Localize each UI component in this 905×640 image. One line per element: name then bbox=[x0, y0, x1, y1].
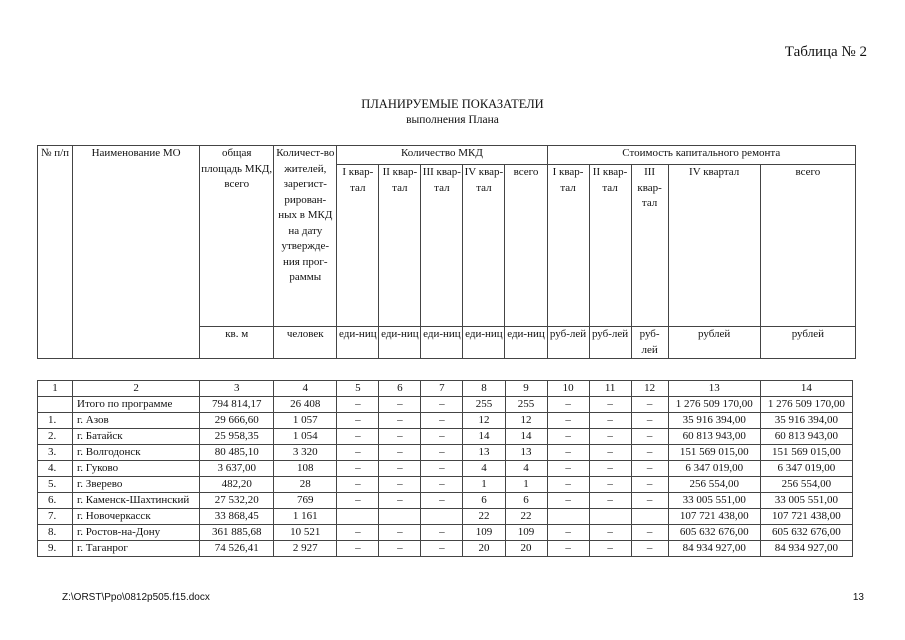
unit-total: еди-ниц bbox=[505, 327, 547, 359]
cell-cq2: – bbox=[589, 397, 631, 413]
cell-q3: – bbox=[421, 461, 463, 477]
cell-no: 3. bbox=[38, 445, 73, 461]
cell-q1: – bbox=[337, 413, 379, 429]
cell-cq2 bbox=[589, 509, 631, 525]
cell-q4: 1 bbox=[463, 477, 505, 493]
cell-ctotal: 6 347 019,00 bbox=[760, 461, 852, 477]
cell-people: 10 521 bbox=[274, 525, 337, 541]
cell-cq1: – bbox=[547, 461, 589, 477]
cell-cq2: – bbox=[589, 541, 631, 557]
unit-people: человек bbox=[274, 327, 337, 359]
cell-cq3: – bbox=[631, 413, 668, 429]
cell-cq3 bbox=[631, 509, 668, 525]
cell-q4: 22 bbox=[463, 509, 505, 525]
header-q4: IV квар-тал bbox=[463, 165, 505, 327]
cell-no: 4. bbox=[38, 461, 73, 477]
cell-area: 3 637,00 bbox=[200, 461, 274, 477]
cell-q1: – bbox=[337, 429, 379, 445]
unit-q1: еди-ниц bbox=[337, 327, 379, 359]
cell-cq4: 151 569 015,00 bbox=[668, 445, 760, 461]
cell-q1: – bbox=[337, 461, 379, 477]
cell-name: г. Батайск bbox=[73, 429, 200, 445]
column-number: 13 bbox=[668, 381, 760, 397]
cell-no: 6. bbox=[38, 493, 73, 509]
column-number: 11 bbox=[589, 381, 631, 397]
table-row bbox=[38, 429, 853, 445]
table-row bbox=[38, 445, 853, 461]
cell-q1: – bbox=[337, 445, 379, 461]
cell-q1: – bbox=[337, 541, 379, 557]
unit-area: кв. м bbox=[200, 327, 274, 359]
cell-total: 13 bbox=[505, 445, 547, 461]
cell-q3: – bbox=[421, 477, 463, 493]
cell-cq1: – bbox=[547, 541, 589, 557]
cell-q2: – bbox=[379, 397, 421, 413]
footer-file-path: Z:\ORST\Ppo\0812p505.f15.docx bbox=[62, 592, 210, 603]
cell-area: 33 868,45 bbox=[200, 509, 274, 525]
cell-people: 28 bbox=[274, 477, 337, 493]
cell-cq4: 605 632 676,00 bbox=[668, 525, 760, 541]
cell-cq3: – bbox=[631, 445, 668, 461]
cell-total: 20 bbox=[505, 541, 547, 557]
cell-area: 27 532,20 bbox=[200, 493, 274, 509]
header-q3: III квар-тал bbox=[421, 165, 463, 327]
table-header bbox=[37, 145, 856, 359]
cell-q3 bbox=[421, 509, 463, 525]
cell-q2: – bbox=[379, 493, 421, 509]
header-q2: II квар-тал bbox=[379, 165, 421, 327]
cell-no: 5. bbox=[38, 477, 73, 493]
cell-cq4: 6 347 019,00 bbox=[668, 461, 760, 477]
cell-cq1: – bbox=[547, 525, 589, 541]
page-number: 13 bbox=[852, 592, 864, 603]
header-people: Количест-во жителей, зарегист-рирован-ных в МКД на дату утвержде-ния прог-раммы bbox=[274, 146, 337, 327]
header-q1: I квар-тал bbox=[337, 165, 379, 327]
cell-ctotal: 84 934 927,00 bbox=[760, 541, 852, 557]
title-subtitle: выполнения Плана bbox=[406, 114, 499, 126]
cell-q1: – bbox=[337, 525, 379, 541]
cell-q3: – bbox=[421, 541, 463, 557]
table-row bbox=[38, 541, 853, 557]
cell-cq3: – bbox=[631, 429, 668, 445]
column-number: 10 bbox=[547, 381, 589, 397]
cell-cq2: – bbox=[589, 493, 631, 509]
cell-q1: – bbox=[337, 477, 379, 493]
cell-area: 29 666,60 bbox=[200, 413, 274, 429]
cell-cq1: – bbox=[547, 429, 589, 445]
cell-area: 74 526,41 bbox=[200, 541, 274, 557]
cell-cq1: – bbox=[547, 413, 589, 429]
cell-ctotal: 151 569 015,00 bbox=[760, 445, 852, 461]
cell-cq1: – bbox=[547, 445, 589, 461]
cell-cq2: – bbox=[589, 461, 631, 477]
unit-q3: еди-ниц bbox=[421, 327, 463, 359]
cell-q3: – bbox=[421, 525, 463, 541]
table-row bbox=[38, 493, 853, 509]
cell-cq4: 35 916 394,00 bbox=[668, 413, 760, 429]
cell-total: 14 bbox=[505, 429, 547, 445]
cell-ctotal: 33 005 551,00 bbox=[760, 493, 852, 509]
cell-cq2: – bbox=[589, 477, 631, 493]
cell-q2: – bbox=[379, 445, 421, 461]
cell-no: 1. bbox=[38, 413, 73, 429]
cell-q3: – bbox=[421, 445, 463, 461]
header-no: № п/п bbox=[38, 146, 73, 359]
cell-q4: 4 bbox=[463, 461, 505, 477]
cell-ctotal: 60 813 943,00 bbox=[760, 429, 852, 445]
cell-q3: – bbox=[421, 397, 463, 413]
cell-cq3: – bbox=[631, 541, 668, 557]
column-number: 4 bbox=[274, 381, 337, 397]
table-number: Таблица № 2 bbox=[784, 44, 867, 60]
document-title bbox=[0, 96, 905, 128]
cell-total: 1 bbox=[505, 477, 547, 493]
cell-q2: – bbox=[379, 413, 421, 429]
cell-total: 255 bbox=[505, 397, 547, 413]
header-total: всего bbox=[505, 165, 547, 327]
column-number: 12 bbox=[631, 381, 668, 397]
cell-cq4: 1 276 509 170,00 bbox=[668, 397, 760, 413]
cell-cq4: 84 934 927,00 bbox=[668, 541, 760, 557]
column-number: 3 bbox=[200, 381, 274, 397]
column-number: 8 bbox=[463, 381, 505, 397]
cell-name: Итого по программе bbox=[73, 397, 200, 413]
header-cost-q2: II квар-тал bbox=[589, 165, 631, 327]
cell-ctotal: 107 721 438,00 bbox=[760, 509, 852, 525]
cell-no: 2. bbox=[38, 429, 73, 445]
cell-people: 108 bbox=[274, 461, 337, 477]
cell-q3: – bbox=[421, 493, 463, 509]
cell-people: 1 054 bbox=[274, 429, 337, 445]
unit-cost-q2: руб-лей bbox=[589, 327, 631, 359]
table-row bbox=[38, 509, 853, 525]
cell-cq3: – bbox=[631, 525, 668, 541]
cell-name: г. Ростов-на-Дону bbox=[73, 525, 200, 541]
cell-q2: – bbox=[379, 461, 421, 477]
cell-area: 794 814,17 bbox=[200, 397, 274, 413]
cell-area: 25 958,35 bbox=[200, 429, 274, 445]
cell-q2 bbox=[379, 509, 421, 525]
cell-q4: 13 bbox=[463, 445, 505, 461]
column-number: 6 bbox=[379, 381, 421, 397]
cell-no: 7. bbox=[38, 509, 73, 525]
cell-cq4: 107 721 438,00 bbox=[668, 509, 760, 525]
cell-cq1 bbox=[547, 509, 589, 525]
cell-total: 6 bbox=[505, 493, 547, 509]
cell-total: 22 bbox=[505, 509, 547, 525]
cell-people: 26 408 bbox=[274, 397, 337, 413]
cell-name: г. Гуково bbox=[73, 461, 200, 477]
cell-q1 bbox=[337, 509, 379, 525]
cell-q4: 6 bbox=[463, 493, 505, 509]
cell-cq4: 60 813 943,00 bbox=[668, 429, 760, 445]
cell-name: г. Волгодонск bbox=[73, 445, 200, 461]
cell-ctotal: 605 632 676,00 bbox=[760, 525, 852, 541]
cell-people: 769 bbox=[274, 493, 337, 509]
header-count-group: Количество МКД bbox=[337, 146, 547, 165]
header-name: Наименование МО bbox=[73, 146, 200, 359]
column-number: 9 bbox=[505, 381, 547, 397]
cell-ctotal: 35 916 394,00 bbox=[760, 413, 852, 429]
unit-q4: еди-ниц bbox=[463, 327, 505, 359]
cell-name: г. Таганрог bbox=[73, 541, 200, 557]
cell-q4: 20 bbox=[463, 541, 505, 557]
cell-cq4: 256 554,00 bbox=[668, 477, 760, 493]
header-cost-q1: I квар-тал bbox=[547, 165, 589, 327]
cell-people: 2 927 bbox=[274, 541, 337, 557]
cell-name: г. Новочеркасск bbox=[73, 509, 200, 525]
cell-cq1: – bbox=[547, 477, 589, 493]
cell-q3: – bbox=[421, 413, 463, 429]
unit-q2: еди-ниц bbox=[379, 327, 421, 359]
cell-total: 12 bbox=[505, 413, 547, 429]
cell-q2: – bbox=[379, 525, 421, 541]
cell-no: 8. bbox=[38, 525, 73, 541]
cell-cq2: – bbox=[589, 445, 631, 461]
unit-cost-q1: руб-лей bbox=[547, 327, 589, 359]
header-cost-total: всего bbox=[760, 165, 855, 327]
cell-area: 80 485,10 bbox=[200, 445, 274, 461]
cell-q4: 12 bbox=[463, 413, 505, 429]
column-number: 5 bbox=[337, 381, 379, 397]
header-area: общая площадь МКД, всего bbox=[200, 146, 274, 327]
table-row bbox=[38, 525, 853, 541]
cell-cq1: – bbox=[547, 397, 589, 413]
header-cost-q3: III квар-тал bbox=[631, 165, 668, 327]
cell-cq4: 33 005 551,00 bbox=[668, 493, 760, 509]
cell-area: 361 885,68 bbox=[200, 525, 274, 541]
cell-name: г. Азов bbox=[73, 413, 200, 429]
cell-q1: – bbox=[337, 397, 379, 413]
cell-people: 3 320 bbox=[274, 445, 337, 461]
cell-q4: 109 bbox=[463, 525, 505, 541]
cell-cq2: – bbox=[589, 413, 631, 429]
cell-total: 109 bbox=[505, 525, 547, 541]
cell-cq3: – bbox=[631, 493, 668, 509]
cell-cq3: – bbox=[631, 397, 668, 413]
column-number: 1 bbox=[38, 381, 73, 397]
header-cost-q4: IV квартал bbox=[668, 165, 760, 327]
column-number: 14 bbox=[760, 381, 852, 397]
cell-no bbox=[38, 397, 73, 413]
column-number: 7 bbox=[421, 381, 463, 397]
table-row bbox=[38, 461, 853, 477]
cell-cq2: – bbox=[589, 525, 631, 541]
total-row bbox=[38, 397, 853, 413]
cell-people: 1 057 bbox=[274, 413, 337, 429]
cell-people: 1 161 bbox=[274, 509, 337, 525]
table-row bbox=[38, 477, 853, 493]
cell-total: 4 bbox=[505, 461, 547, 477]
data-table bbox=[37, 380, 853, 557]
cell-q3: – bbox=[421, 429, 463, 445]
cell-q2: – bbox=[379, 477, 421, 493]
cell-area: 482,20 bbox=[200, 477, 274, 493]
cell-q1: – bbox=[337, 493, 379, 509]
column-number: 2 bbox=[73, 381, 200, 397]
header-cost-group: Стоимость капитального ремонта bbox=[547, 146, 855, 165]
unit-cost-total: рублей bbox=[760, 327, 855, 359]
cell-cq3: – bbox=[631, 477, 668, 493]
table-row bbox=[38, 413, 853, 429]
cell-no: 9. bbox=[38, 541, 73, 557]
unit-cost-q4: рублей bbox=[668, 327, 760, 359]
cell-ctotal: 256 554,00 bbox=[760, 477, 852, 493]
cell-name: г. Зверево bbox=[73, 477, 200, 493]
cell-q4: 14 bbox=[463, 429, 505, 445]
cell-cq2: – bbox=[589, 429, 631, 445]
cell-name: г. Каменск-Шахтинский bbox=[73, 493, 200, 509]
title-main: ПЛАНИРУЕМЫЕ ПОКАЗАТЕЛИ bbox=[361, 97, 544, 111]
cell-cq3: – bbox=[631, 461, 668, 477]
unit-cost-q3: руб-лей bbox=[631, 327, 668, 359]
cell-ctotal: 1 276 509 170,00 bbox=[760, 397, 852, 413]
cell-q2: – bbox=[379, 541, 421, 557]
cell-q4: 255 bbox=[463, 397, 505, 413]
cell-cq1: – bbox=[547, 493, 589, 509]
column-numbers-row bbox=[38, 381, 853, 397]
cell-q2: – bbox=[379, 429, 421, 445]
